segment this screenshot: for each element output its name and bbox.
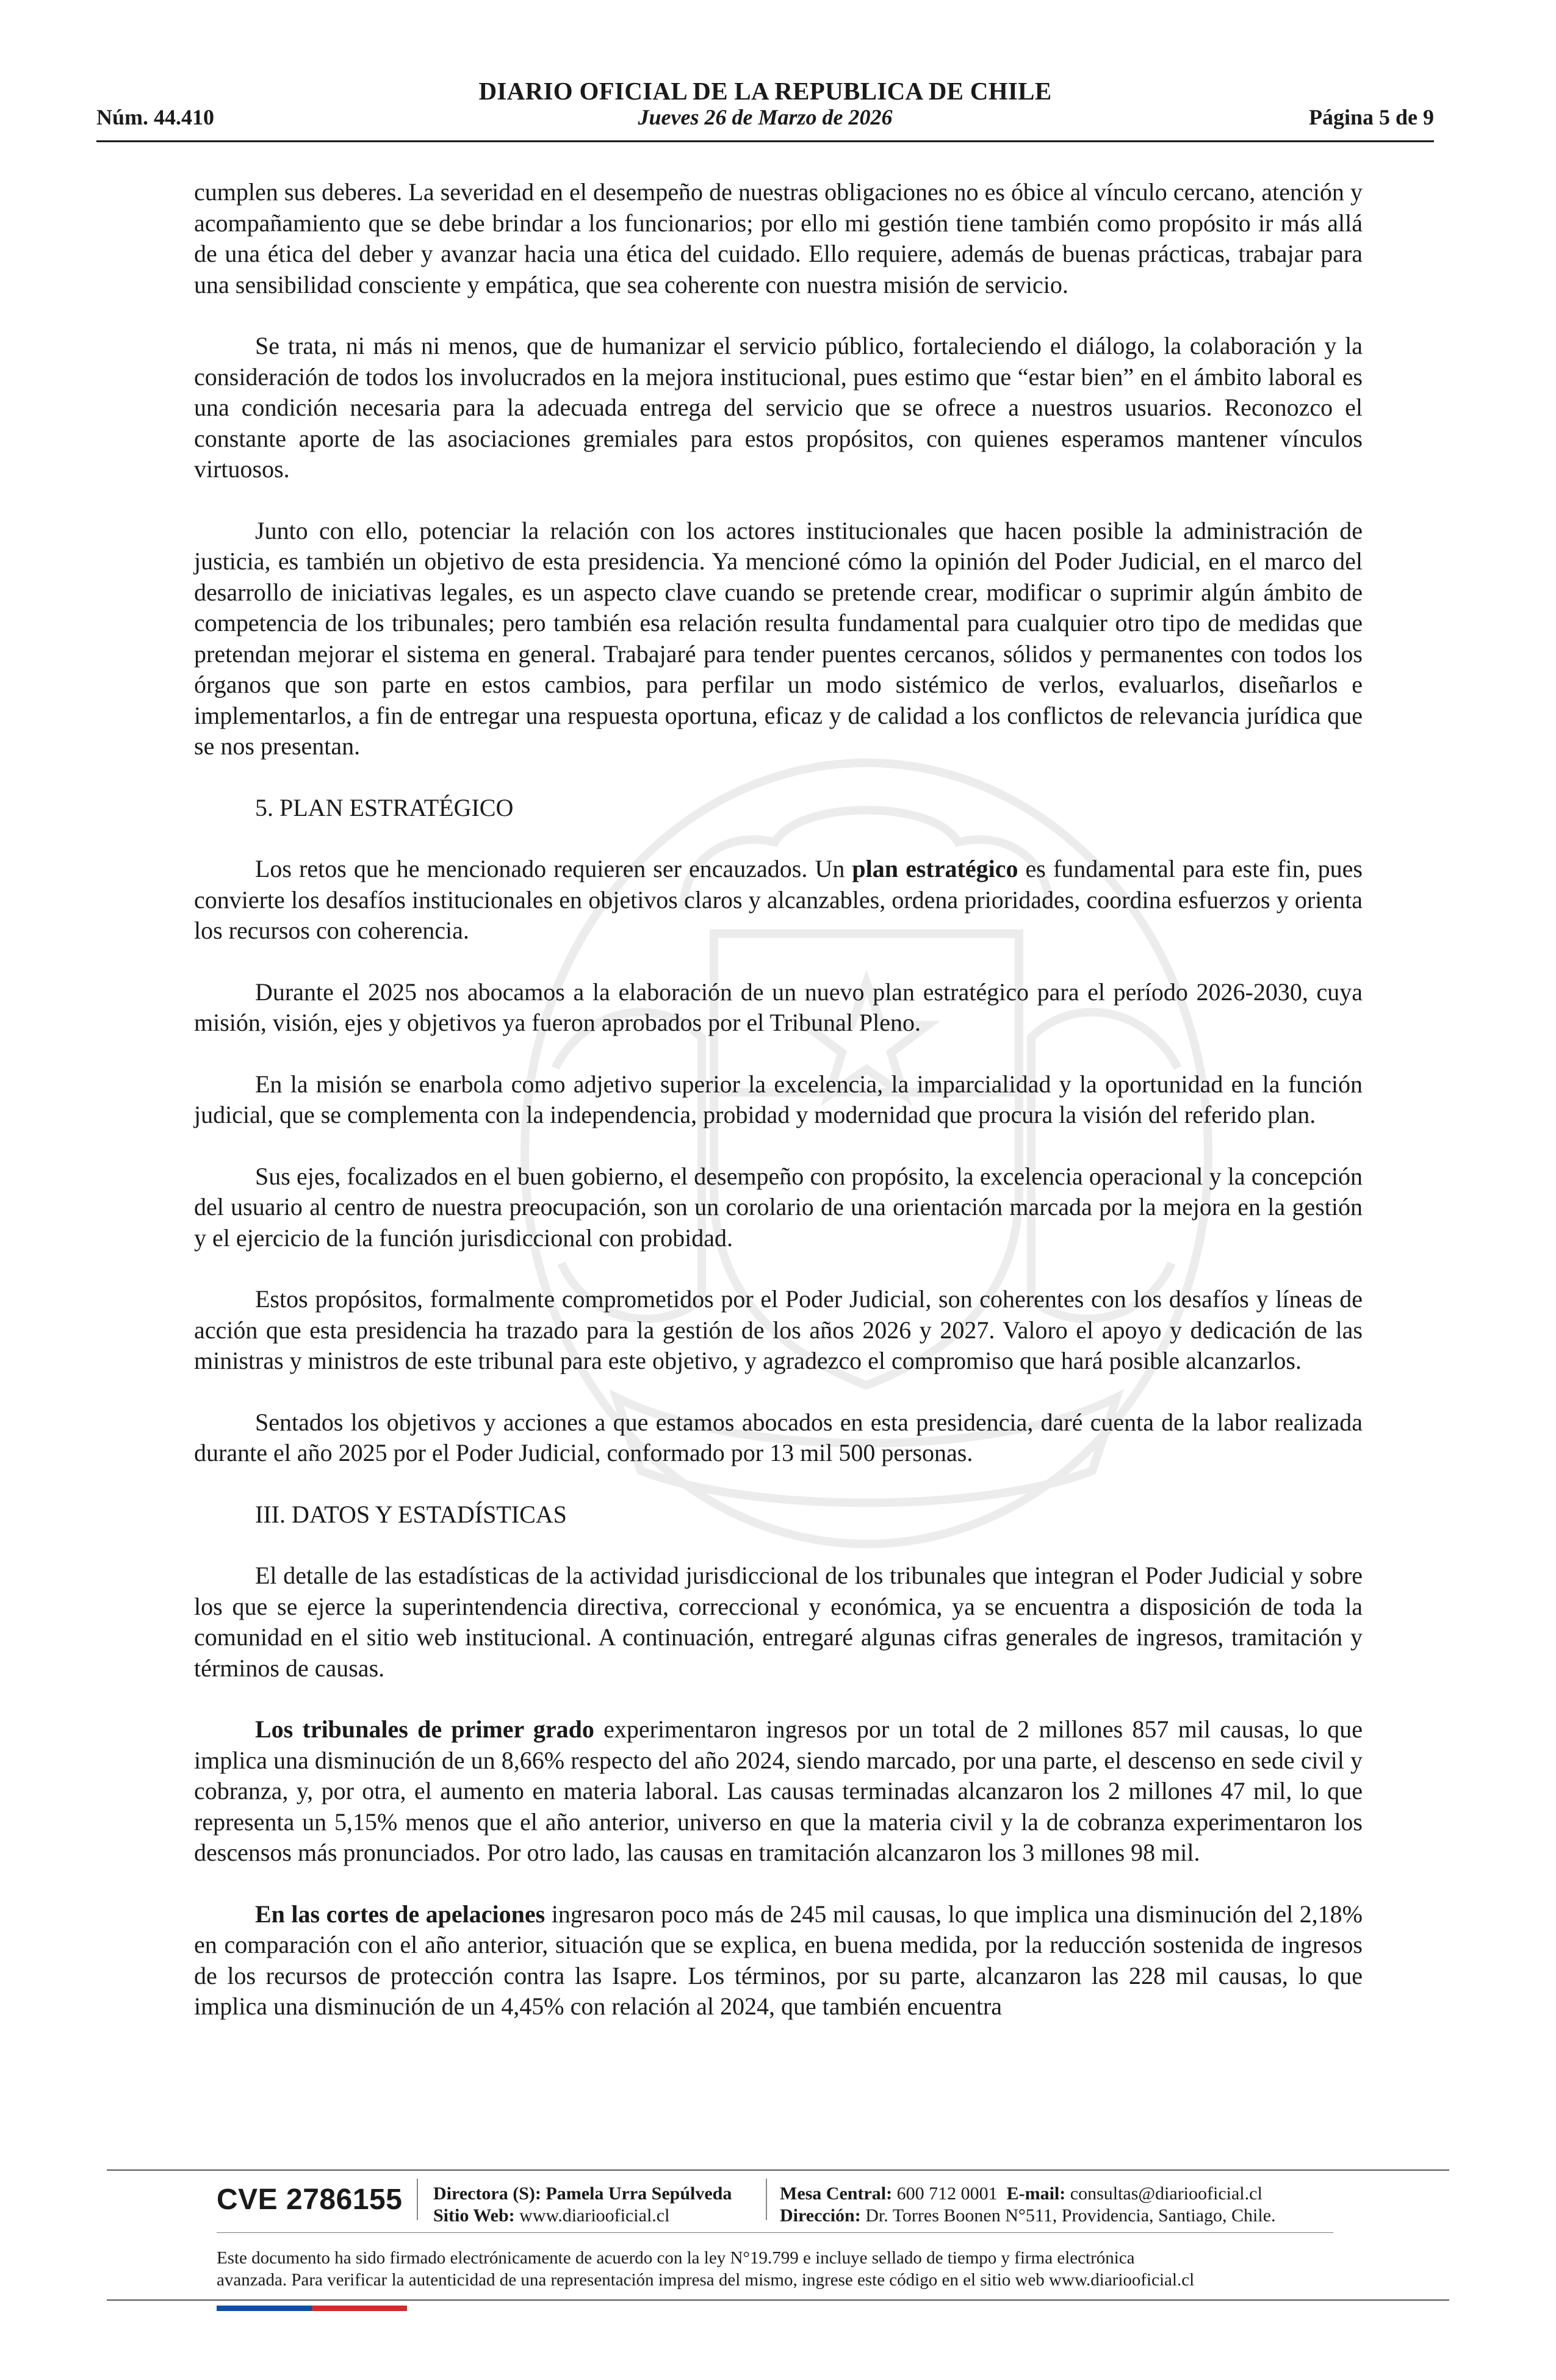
flag-stripe: [217, 2306, 407, 2311]
footer-divider: [217, 2232, 1333, 2233]
bold-phrase: plan estratégico: [852, 855, 1018, 882]
footer-separator: [417, 2179, 418, 2220]
paragraph: cumplen sus deberes. La severidad en el desempeño de nuestras obligaciones no es óbice al vínculo cercano, atención y acompañamiento que se debe brindar a los funcionarios; por ello mi gestión tiene también como propósito ir más allá de una ética del deber y avanzar hacia una ética del cuidado. Ello requiere, además de buenas prácticas, trabajar para una sensibilidad consciente y empática, que sea coherente con nuestra misión de servicio.: [194, 178, 1363, 298]
paragraph-text: es fundamental para este fin, pues convierte los desafíos institucionales en objetivos claros y alcanzables, ordena prioridades, coordina esfuerzos y orienta los recursos con coherencia.: [194, 855, 1363, 944]
paragraph: Junto con ello, potenciar la relación con los actores institucionales que hacen posible la administración de justicia, es también un objetivo de esta presidencia. Ya mencioné cómo la opinión del Poder Judicial, en el marco del desarrollo de iniciativas legales, es un aspecto clave cuando se pretende crear, modificar o suprimir algún ámbito de competencia de los tribunales; pero también esa relación resulta fundamental para cualquier otro tipo de medidas que pretendan mejorar el sistema en general. Trabajaré para tender puentes cercanos, sólidos y permanentes con todos los órganos que son parte en estos cambios, para perfilar un modo sistémico de verlos, evaluarlos, diseñarlos e implementarlos, a fin de entregar una respuesta oportuna, eficaz y de calidad a los conflictos de relevancia jurídica que se nos presentan.: [194, 516, 1363, 760]
section-heading: 5. PLAN ESTRATÉGICO: [255, 793, 514, 821]
paragraph: En la misión se enarbola como adjetivo superior la excelencia, la imparcialidad y la oportunidad en la función judicial, que se complementa con la independencia, probidad y modernidad que procura la visión del referido plan.: [194, 1070, 1363, 1128]
paragraph: [194, 1899, 1363, 2022]
paragraph-text: ingresaron poco más de 245 mil causas, lo que implica una disminución del 2,18% en comparación con el año anterior, situación que se explica, en buena medida, por la reducción sostenida de ingresos de los recursos de protección contra las Isapre. Los términos, por su parte, alcanzaron las 228 mil causas, lo que implica una disminución de un 4,45% con relación al 2024, que también encuentra: [194, 1900, 1363, 2020]
phone-label: Mesa Central:: [780, 2183, 893, 2204]
website-label: Sitio Web:: [433, 2205, 515, 2226]
document-body: [194, 177, 1363, 2053]
paragraph: Estos propósitos, formalmente comprometidos por el Poder Judicial, son coherentes con los desafíos y líneas de acción que esta presidencia ha trazado para la gestión de los años 2026 y 2027. Valoro el apoyo y dedicación de las ministras y ministros de este tribunal para este objetivo, y agradezco el compromiso que hará posible alcanzarlos.: [194, 1285, 1363, 1374]
paragraph: Sus ejes, focalizados en el buen gobierno, el desempeño con propósito, la excelencia operacional y la concepción del usuario al centro de nuestra preocupación, son un corolario de una orientación marcada por la mejora en la gestión y el ejercicio de la función jurisdiccional con probidad.: [194, 1162, 1363, 1252]
publication-title: DIARIO OFICIAL DE LA REPUBLICA DE CHILE: [478, 77, 1052, 105]
footer-divider: [107, 2299, 1449, 2301]
issue-number: Núm. 44.410: [96, 105, 215, 129]
footer-separator: [766, 2179, 767, 2220]
cve-code: CVE 2786155: [217, 2183, 403, 2216]
publication-date: Jueves 26 de Marzo de 2026: [638, 105, 893, 129]
paragraph: [194, 854, 1363, 947]
directora-name: Pamela Urra Sepúlveda: [541, 2183, 732, 2204]
paragraph: Se trata, ni más ni menos, que de humanizar el servicio público, fortaleciendo el diálogo, la colaboración y la consideración de todos los involucrados en la mejora institucional, pues estimo que “estar bien” en el ámbito laboral es una condición necesaria para la adecuada entrega del servicio que se ofrece a nuestros usuarios. Reconozco el constante aporte de las asociaciones gremiales para estos propósitos, con quienes esperamos mantener vínculos virtuosos.: [194, 332, 1363, 483]
legal-notice: [217, 2247, 1345, 2291]
email-label: E-mail:: [1006, 2183, 1066, 2204]
directora-label: Directora (S):: [433, 2183, 541, 2204]
paragraph: Sentados los objetivos y acciones a que estamos abocados en esta presidencia, daré cuenta de la labor realizada durante el año 2025 por el Poder Judicial, conformado por 13 mil 500 personas.: [194, 1408, 1363, 1466]
email-link[interactable]: consultas@diariooficial.cl: [1065, 2183, 1262, 2204]
paragraph: El detalle de las estadísticas de la actividad jurisdiccional de los tribunales que integran el Poder Judicial y sobre los que se ejerce la superintendencia directiva, correccional y económica, ya se encuentra a disposición de toda la comunidad en el sitio web institucional. A continuación, entregaré algunas cifras generales de ingresos, tramitación y términos de causas.: [194, 1562, 1363, 1682]
paragraph-text: Los retos que he mencionado requieren ser encauzados. Un: [255, 855, 852, 882]
paragraph: [194, 1714, 1363, 1869]
footer-contact-right: [780, 2183, 1276, 2227]
bold-phrase: En las cortes de apelaciones: [255, 1900, 546, 1928]
section-heading: III. DATOS Y ESTADÍSTICAS: [255, 1500, 567, 1528]
footer-divider: [107, 2169, 1449, 2171]
paragraph-text: experimentaron ingresos por un total de 2 millones 857 mil causas, lo que implica una disminución de un 8,66% respecto del año 2024, siendo marcado, por una parte, el descenso en sede civil y cobranza, y, por otra, el aumento en materia laboral. Las causas terminadas alcanzaron los 2 millones 47 mil, lo que representa un 5,15% menos que el año anterior, universo en que la materia civil y la de cobranza experimentaron los descensos más pronunciados. Por otro lado, las causas en tramitación alcanzaron los 3 millones 98 mil.: [194, 1715, 1363, 1866]
phone-value: 600 712 0001: [892, 2183, 998, 2204]
paragraph: Durante el 2025 nos abocamos a la elaboración de un nuevo plan estratégico para el período 2026-2030, cuya misión, visión, ejes y objetivos ya fueron aprobados por el Tribunal Pleno.: [194, 978, 1363, 1036]
header-divider: [96, 140, 1434, 142]
legal-line: Este documento ha sido firmado electrónicamente de acuerdo con la ley N°19.799 e incluye sellado de tiempo y firma electrónica: [217, 2248, 1135, 2268]
page-header: [96, 76, 1434, 145]
page-number: Página 5 de 9: [1308, 105, 1434, 129]
flag-blue-segment: [217, 2306, 312, 2311]
website-link[interactable]: www.diariooficial.cl: [514, 2205, 670, 2226]
flag-red-segment: [312, 2306, 407, 2311]
address-label: Dirección:: [780, 2205, 861, 2226]
footer-contact-left: [433, 2183, 732, 2227]
legal-line: avanzada. Para verificar la autenticidad de una representación impresa del mismo, ingrese este código en el sitio web www.diariooficial.cl: [217, 2270, 1195, 2290]
address-value: Dr. Torres Boonen N°511, Providencia, Santiago, Chile.: [860, 2205, 1276, 2226]
bold-phrase: Los tribunales de primer grado: [255, 1715, 594, 1743]
